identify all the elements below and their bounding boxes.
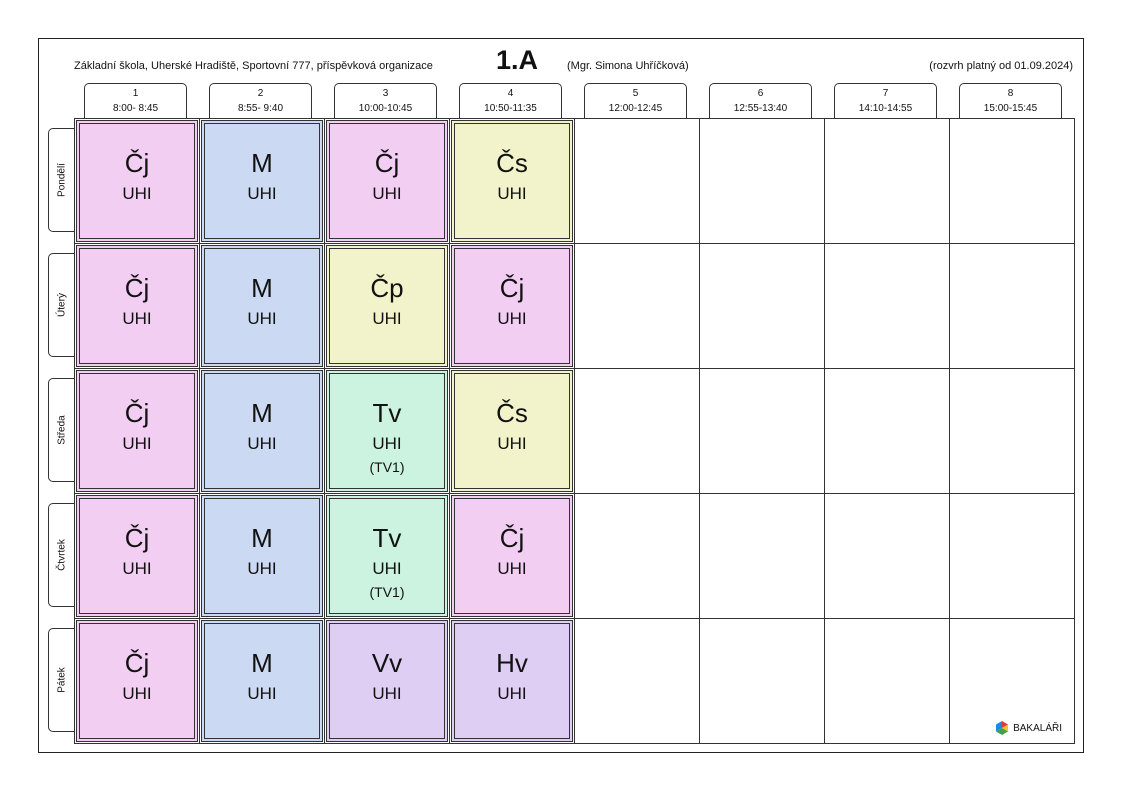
lesson-teacher: UHI xyxy=(247,184,277,203)
timetable-cell xyxy=(575,619,700,743)
lesson-subject: Čs xyxy=(496,148,528,178)
day-label-text: Středa xyxy=(56,415,67,445)
lesson-teacher: UHI xyxy=(122,684,152,703)
lesson-card[interactable] xyxy=(76,245,198,367)
day-label xyxy=(48,378,74,482)
timetable-cell xyxy=(825,244,950,369)
bakalari-logo-text: BAKALÁŘI xyxy=(1013,722,1062,734)
day-label-text: Čtvrtek xyxy=(56,539,67,571)
lesson-subject: Čj xyxy=(374,148,400,178)
day-label xyxy=(48,253,74,357)
lesson-teacher: UHI xyxy=(497,684,527,703)
timetable-cell xyxy=(825,119,950,244)
day-label xyxy=(48,128,74,232)
school-name: Základní škola, Uherské Hradiště, Sportovní 777, příspěvková organizace xyxy=(74,60,433,72)
lesson-teacher: UHI xyxy=(247,309,277,328)
class-title: 1.A xyxy=(496,45,539,75)
lesson-card[interactable] xyxy=(201,370,323,492)
bakalari-logo xyxy=(995,721,1062,735)
period-header xyxy=(334,83,437,118)
period-time: 12:00-12:45 xyxy=(608,103,663,114)
lesson-teacher: UHI xyxy=(372,684,402,703)
lesson-card[interactable] xyxy=(76,120,198,242)
timetable-cell xyxy=(575,119,700,244)
period-time: 15:00-15:45 xyxy=(983,103,1038,114)
period-number: 8 xyxy=(1007,88,1014,99)
lesson-subject: Čj xyxy=(124,148,150,178)
period-header xyxy=(209,83,312,118)
lesson-card[interactable] xyxy=(201,620,323,742)
lesson-subject: Čj xyxy=(499,273,525,303)
timetable-cell xyxy=(950,494,1074,619)
lesson-group: (TV1) xyxy=(369,584,405,600)
lesson-subject: M xyxy=(251,148,273,178)
timetable-cell xyxy=(700,619,825,743)
lesson-teacher: UHI xyxy=(247,434,277,453)
lesson-teacher: UHI xyxy=(122,309,152,328)
period-time: 8:00- 8:45 xyxy=(112,103,159,114)
lesson-teacher: UHI xyxy=(122,184,152,203)
period-header xyxy=(84,83,187,118)
timetable-cell xyxy=(575,494,700,619)
lesson-subject: Čp xyxy=(370,273,404,303)
timetable-cell xyxy=(950,244,1074,369)
day-label xyxy=(48,628,74,732)
period-header xyxy=(959,83,1062,118)
lesson-card[interactable] xyxy=(76,620,198,742)
lesson-subject: M xyxy=(251,398,273,428)
period-header xyxy=(584,83,687,118)
lesson-card[interactable] xyxy=(76,495,198,617)
class-teacher: (Mgr. Simona Uhříčková) xyxy=(567,60,689,72)
timetable-cell xyxy=(575,369,700,494)
lesson-teacher: UHI xyxy=(372,434,402,453)
lesson-subject: Tv xyxy=(372,398,402,428)
lesson-subject: Tv xyxy=(372,523,402,553)
lesson-subject: Vv xyxy=(371,648,403,678)
period-time: 14:10-14:55 xyxy=(858,103,913,114)
lesson-card[interactable] xyxy=(201,120,323,242)
period-time: 12:55-13:40 xyxy=(733,103,788,114)
lesson-subject: Čj xyxy=(124,398,150,428)
lesson-teacher: UHI xyxy=(247,559,277,578)
timetable-cell xyxy=(700,369,825,494)
timetable-cell xyxy=(825,369,950,494)
lesson-card[interactable] xyxy=(201,495,323,617)
lesson-teacher: UHI xyxy=(372,559,402,578)
lesson-teacher: UHI xyxy=(247,684,277,703)
period-number: 3 xyxy=(382,88,389,99)
period-header xyxy=(834,83,937,118)
period-number: 7 xyxy=(882,88,889,99)
lesson-card[interactable] xyxy=(451,120,573,242)
day-label-text: Pátek xyxy=(56,667,67,693)
lesson-teacher: UHI xyxy=(372,184,402,203)
period-number: 1 xyxy=(132,88,139,99)
lesson-card[interactable] xyxy=(451,245,573,367)
period-number: 5 xyxy=(632,88,639,99)
lesson-teacher: UHI xyxy=(497,184,527,203)
lesson-card[interactable] xyxy=(201,245,323,367)
lesson-teacher: UHI xyxy=(497,309,527,328)
period-time: 10:50-11:35 xyxy=(484,103,537,114)
timetable-cell xyxy=(825,619,950,743)
lesson-card[interactable] xyxy=(326,620,448,742)
timetable-grid xyxy=(74,118,1075,744)
validity-date: (rozvrh platný od 01.09.2024) xyxy=(929,60,1073,72)
period-time: 8:55- 9:40 xyxy=(237,103,284,114)
period-header xyxy=(459,83,562,118)
day-label-text: Pondělí xyxy=(56,163,67,197)
lesson-subject: Čs xyxy=(496,398,528,428)
lesson-teacher: UHI xyxy=(497,559,527,578)
timetable-cell xyxy=(950,369,1074,494)
lesson-teacher: UHI xyxy=(372,309,402,328)
lesson-card[interactable] xyxy=(326,120,448,242)
timetable-cell xyxy=(950,119,1074,244)
lesson-card[interactable] xyxy=(326,370,448,492)
period-number: 4 xyxy=(507,88,514,99)
lesson-card[interactable] xyxy=(451,495,573,617)
lesson-subject: Čj xyxy=(124,648,150,678)
lesson-teacher: UHI xyxy=(122,559,152,578)
lesson-subject: M xyxy=(251,273,273,303)
lesson-subject: M xyxy=(251,648,273,678)
lesson-card[interactable] xyxy=(76,370,198,492)
period-number: 6 xyxy=(757,88,764,99)
lesson-group: (TV1) xyxy=(369,459,405,475)
lesson-teacher: UHI xyxy=(122,434,152,453)
lesson-card[interactable] xyxy=(451,370,573,492)
day-label xyxy=(48,503,74,607)
day-label-text: Úterý xyxy=(56,293,67,317)
timetable-cell xyxy=(575,244,700,369)
timetable-cell xyxy=(825,494,950,619)
timetable-cell xyxy=(700,494,825,619)
timetable-cell xyxy=(700,244,825,369)
period-number: 2 xyxy=(257,88,264,99)
lesson-teacher: UHI xyxy=(497,434,527,453)
bakalari-logo-icon xyxy=(995,721,1009,735)
lesson-card[interactable] xyxy=(451,620,573,742)
lesson-card[interactable] xyxy=(326,495,448,617)
timetable-cell xyxy=(700,119,825,244)
lesson-subject: Čj xyxy=(499,523,525,553)
lesson-subject: M xyxy=(251,523,273,553)
lesson-card[interactable] xyxy=(326,245,448,367)
lesson-subject: Čj xyxy=(124,273,150,303)
period-time: 10:00-10:45 xyxy=(358,103,413,114)
period-header xyxy=(709,83,812,118)
lesson-subject: Čj xyxy=(124,523,150,553)
lesson-subject: Hv xyxy=(496,648,528,678)
